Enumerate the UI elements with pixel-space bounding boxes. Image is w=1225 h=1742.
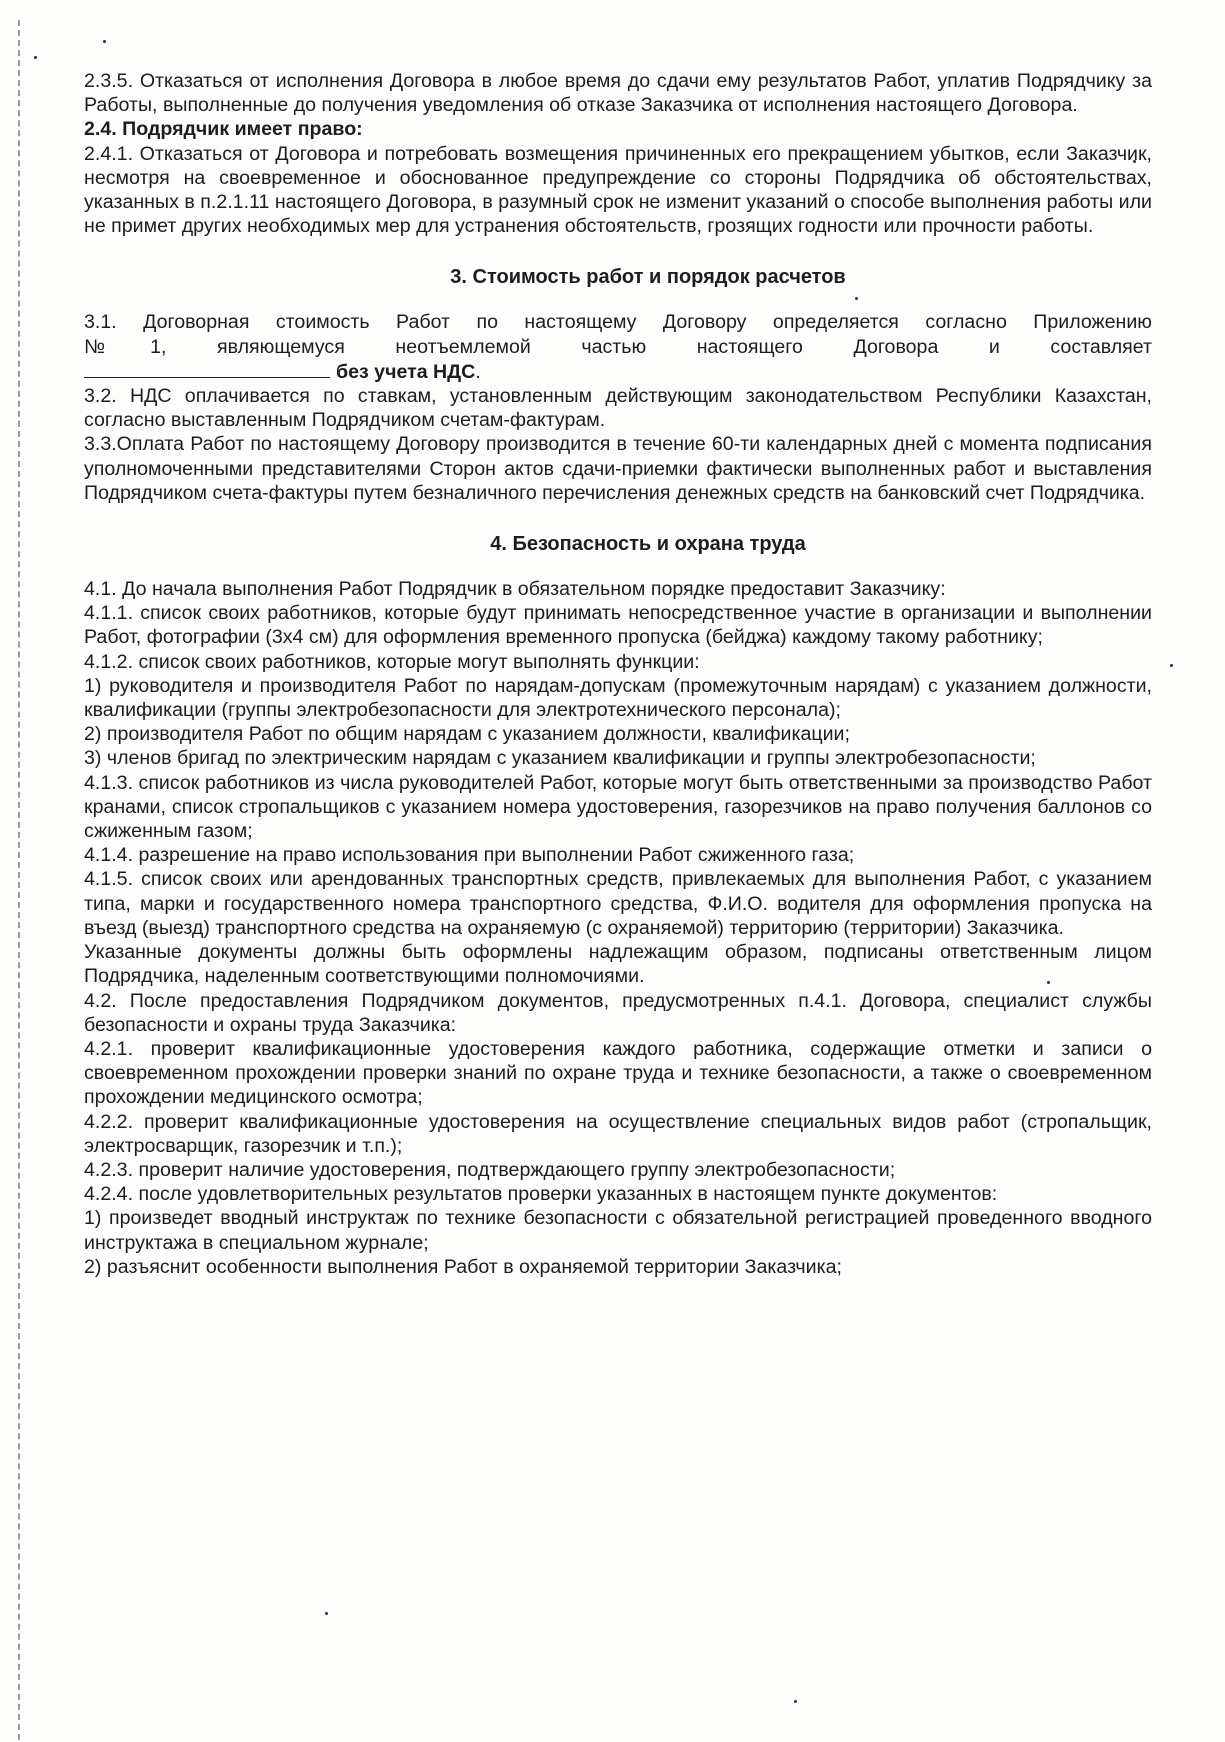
clause-3-1-line1: 3.1. Договорная стоимость Работ по настоящему Договору определяется согласно Приложению — [84, 311, 1152, 334]
clause-4-1-2-item-2: 2) производителя Работ по общим нарядам с указанием должности, квалификации; — [84, 723, 850, 746]
clause-4-2-1: 4.2.1. проверит квалификационные удостоверения каждого работника, содержащие отметки и записи о своевременном прохождении проверки знаний по охране труда и технике безопасности, а также о своевременном прохождении медицинского осмотра; — [84, 1037, 1152, 1109]
clause-4-2-3: 4.2.3. проверит наличие удостоверения, подтверждающего группу электробезопасности; — [84, 1158, 896, 1181]
scan-speck — [325, 1612, 328, 1615]
document-body — [84, 69, 1152, 1279]
amount-blank-line — [84, 359, 330, 378]
clause-4-1-2: 4.1.2. список своих работников, которые могут выполнять функции: — [84, 650, 700, 673]
clause-4-2-4-item-2: 2) разъяснит особенности выполнения Работ в охраняемой территории Заказчика; — [84, 1255, 842, 1278]
clause-2-4-1: 2.4.1. Отказаться от Договора и потребовать возмещения причиненных его прекращением убытков, если Заказчик, несмотря на своевременное и обоснованное предупреждение со стороны Подрядчика об обстоятельствах, указанных в п.2.1.11 настоящего Договора, в разумный срок не изменит указаний о способе выполнения работы или не примет других необходимых мер для устранения обстоятельств, грозящих годности или прочности работы. — [84, 142, 1152, 238]
clause-4-1-2-item-3: 3) членов бригад по электрическим нарядам с указанием квалификации и группы электробезопасности; — [84, 747, 1036, 770]
clause-4-2-4-item-1: 1) произведет вводный инструктаж по технике безопасности с обязательной регистрацией проведенного вводного инструктажа в специальном журнале; — [84, 1207, 1152, 1254]
clause-3-3: 3.3.Оплата Работ по настоящему Договору производится в течение 60-ти календарных дней с момента подписания уполномоченными представителями Сторон актов сдачи-приемки фактически выполненных работ и выставления Подрядчиком счета-фактуры путем безналичного перечисления денежных средств на банковский счет Подрядчика. — [84, 433, 1152, 504]
scan-speck — [103, 40, 106, 43]
documents-requirement: Указанные документы должны быть оформлены надлежащим образом, подписаны ответственным лицом Подрядчика, наделенным соответствующими полномочиями. — [84, 941, 1152, 988]
clause-4-2-2: 4.2.2. проверит квалификационные удостоверения на осуществление специальных видов работ (стропальщик, электросварщик, газорезчик и т.п.); — [84, 1110, 1152, 1157]
clause-3-1-amount-line — [84, 359, 1152, 384]
vat-note: без учета НДС — [336, 360, 476, 383]
clause-4-1-1: 4.1.1. список своих работников, которые будут принимать непосредственное участие в организации и выполнении Работ, фотографии (3х4 см) для оформления временного пропуска (бейджа) каждому такому работнику; — [84, 602, 1152, 649]
scan-speck — [34, 56, 37, 59]
clause-2-3-5: 2.3.5. Отказаться от исполнения Договора в любое время до сдачи ему результатов Работ, уплатив Подрядчику за Работы, выполненные до получения уведомления об отказе Заказчика от исполнения настоящего Договора. — [84, 70, 1152, 117]
left-margin-dashed-line — [18, 20, 20, 1740]
clause-2-4-heading: 2.4. Подрядчик имеет право: — [84, 118, 363, 141]
clause-4-1-3: 4.1.3. список работников из числа руководителей Работ, которые могут быть ответственными за производство Работ кранами, список стропальщиков с указанием номера удостоверения, газорезчиков на право получения баллонов со сжиженным газом; — [84, 771, 1152, 843]
clause-4-2: 4.2. После предоставления Подрядчиком документов, предусмотренных п.4.1. Договора, специалист службы безопасности и охраны труда Заказчика: — [84, 989, 1152, 1036]
clause-3-2: 3.2. НДС оплачивается по ставкам, установленным действующим законодательством Республики Казахстан, согласно выставленным Подрядчиком счетам-фактурам. — [84, 385, 1152, 432]
clause-3-1-line2: №1, являющемуся неотъемлемой частью настоящего Договора и составляет — [84, 335, 1152, 358]
section-4-title: 4. Безопасность и охрана труда — [490, 533, 806, 556]
clause-4-1-2-item-1: 1) руководителя и производителя Работ по нарядам-допускам (промежуточным нарядам) с указанием должности, квалификации (группы электробезопасности для электротехнического персонала); — [84, 674, 1152, 722]
clause-4-2-4: 4.2.4. после удовлетворительных результатов проверки указанных в настоящем пункте документов: — [84, 1183, 998, 1206]
clause-4-1: 4.1. До начала выполнения Работ Подрядчик в обязательном порядке предоставит Заказчику: — [84, 578, 946, 601]
clause-4-1-5: 4.1.5. список своих или арендованных транспортных средств, привлекаемых для выполнения Работ, с указанием типа, марки и государственного номера транспортного средства, Ф.И.О. водителя для оформления пропуска на въезд (выезд) транспортного средства на охраняемую (с охраняемой) территорию (территории) Заказчика. — [84, 868, 1152, 939]
clause-4-1-4: 4.1.4. разрешение на право использования при выполнении Работ сжиженного газа; — [84, 844, 855, 867]
vat-note-period: . — [475, 360, 481, 383]
section-3-title: 3. Стоимость работ и порядок расчетов — [450, 266, 846, 289]
scan-speck — [794, 1700, 797, 1703]
scan-speck — [1170, 664, 1173, 667]
